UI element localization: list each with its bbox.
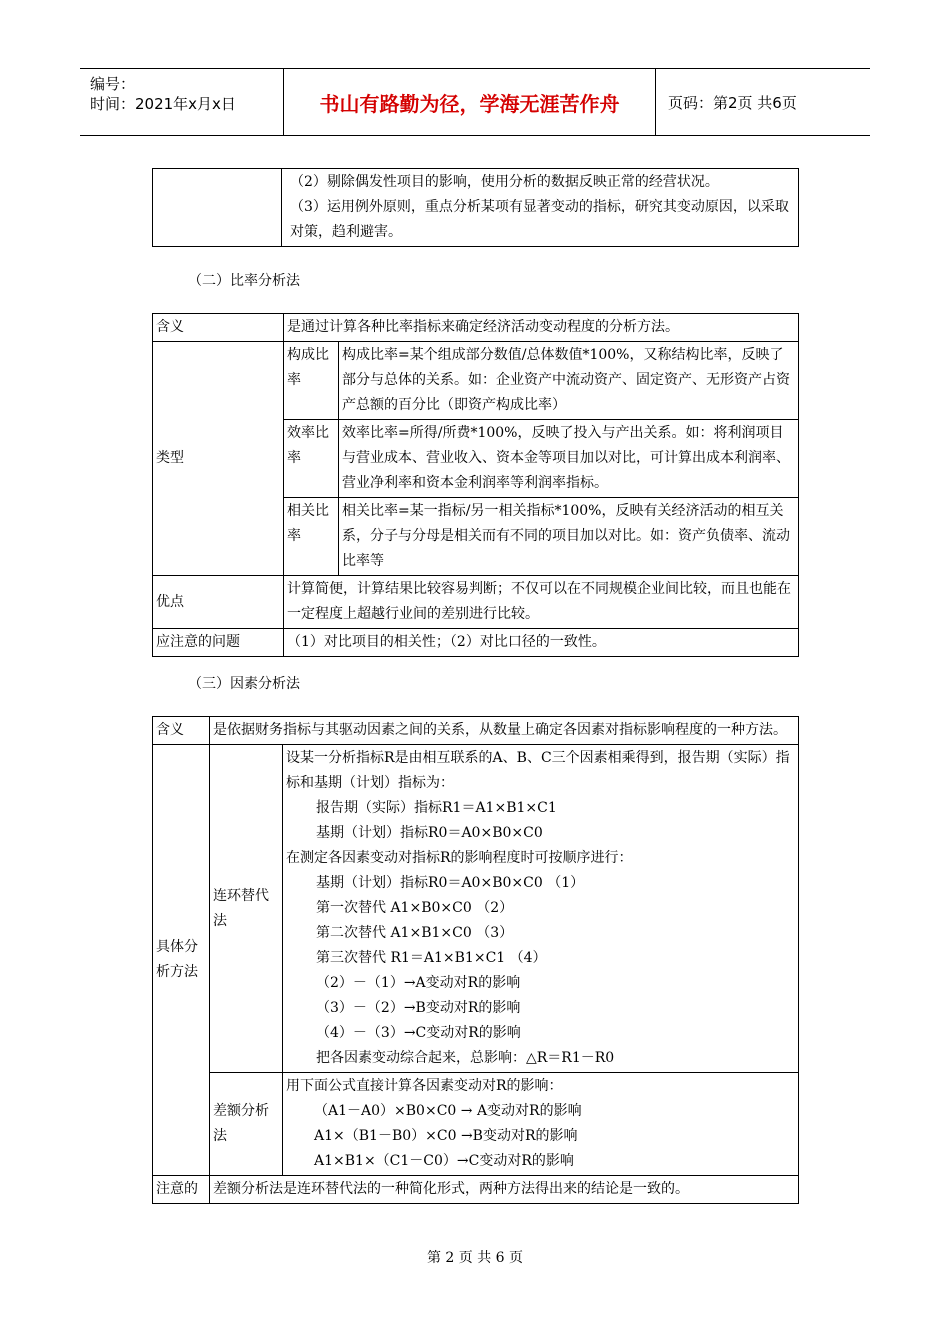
row-text: 是依据财务指标与其驱动因素之间的关系，从数量上确定各因素对指标影响程度的一种方法。: [210, 717, 799, 745]
chain-lines: [283, 745, 799, 1073]
type-name: 效率比率: [284, 420, 339, 498]
row-label: 具体分析方法: [153, 745, 210, 1176]
type-name: 相关比率: [284, 498, 339, 576]
continuation-content-cell: [282, 169, 799, 247]
row-text: 计算简便，计算结果比较容易判断；不仅可以在不同规模企业间比较，而且也能在一定程度上超越行业间的差别进行比较。: [284, 576, 799, 629]
section-title: （二）比率分析法: [188, 273, 300, 289]
method-name: 连环替代法: [210, 745, 283, 1073]
diff-list: [286, 1074, 795, 1174]
chain-list: [286, 746, 795, 1071]
type-desc: 效率比率=所得/所费*100%，反映了投入与产出关系。如：将利润项目与营业成本、营业收入、资本金等项目加以对比，可计算出成本利润率、营业净利率和资本金利润率等利润率指标。: [339, 420, 799, 498]
continuation-table: [152, 168, 799, 247]
row-label: 类型: [153, 342, 284, 576]
section-title: （三）因素分析法: [188, 676, 300, 692]
row-label: 应注意的问题: [153, 629, 284, 657]
type-name: 构成比率: [284, 342, 339, 420]
formula-line: 第一次替代 A1×B0×C0 （2）: [316, 900, 514, 916]
formula-line: A1×（B1－B0）×C0 →B变动对R的影响: [314, 1128, 578, 1144]
formula-line: 设某一分析指标R是由相互联系的A、B、C三个因素相乘得到，报告期（实际）指标和基期（计划）指标为：: [286, 750, 790, 791]
formula-line: 报告期（实际）指标R1＝A1×B1×C1: [316, 800, 557, 816]
formula-line: 第二次替代 A1×B1×C0 （3）: [316, 925, 514, 941]
row-text: （1）对比项目的相关性；（2）对比口径的一致性。: [284, 629, 799, 657]
continuation-label-cell: [153, 169, 282, 247]
formula-line: （4）－（3）→C变动对R的影响: [316, 1025, 521, 1041]
page-footer: 第 2 页 共 6 页: [426, 1250, 524, 1266]
time-label: 时间：2021年x月x日: [90, 95, 236, 113]
page-header: [80, 68, 870, 136]
continuation-line: （3）运用例外原则，重点分析某项有显著变动的指标，研究其变动原因，以采取对策，趋利避害。: [290, 199, 789, 240]
formula-line: 基期（计划）指标R0＝A0×B0×C0: [316, 825, 543, 841]
formula-line: A1×B1×（C1－C0）→C变动对R的影响: [314, 1153, 574, 1169]
number-label: 编号：: [90, 75, 136, 93]
row-label: 含义: [153, 717, 210, 745]
formula-line: （3）－（2）→B变动对R的影响: [316, 1000, 521, 1016]
formula-line: （A1－A0）×B0×C0 → A变动对R的影响: [314, 1103, 582, 1119]
formula-line: 在测定各因素变动对指标R的影响程度时可按顺序进行：: [286, 850, 633, 866]
row-label: 注意的: [153, 1176, 210, 1204]
header-meta: [80, 69, 284, 135]
diff-lines: [283, 1073, 799, 1176]
row-label: 含义: [153, 314, 284, 342]
type-desc: 构成比率=某个组成部分数值/总体数值*100%，又称结构比率，反映了部分与总体的关系。如：企业资产中流动资产、固定资产、无形资产占资产总额的百分比（即资产构成比率）: [339, 342, 799, 420]
header-motto: 书山有路勤为径，学海无涯苦作舟: [284, 69, 656, 135]
continuation-line: （2）剔除偶发性项目的影响，使用分析的数据反映正常的经营状况。: [290, 174, 719, 190]
formula-line: 把各因素变动综合起来，总影响：△R＝R1－R0: [316, 1050, 615, 1066]
row-label: 优点: [153, 576, 284, 629]
formula-line: （2）－（1）→A变动对R的影响: [316, 975, 521, 991]
type-desc: 相关比率=某一指标/另一相关指标*100%，反映有关经济活动的相互关系，分子与分母是相关而有不同的项目加以对比。如：资产负债率、流动比率等: [339, 498, 799, 576]
method-name: 差额分析法: [210, 1073, 283, 1176]
header-page-info: 页码：第2页 共6页: [668, 93, 797, 112]
formula-line: 第三次替代 R1＝A1×B1×C1 （4）: [316, 950, 547, 966]
formula-line: 基期（计划）指标R0＝A0×B0×C0 （1）: [316, 875, 585, 891]
row-text: 差额分析法是连环替代法的一种简化形式，两种方法得出来的结论是一致的。: [210, 1176, 799, 1204]
ratio-analysis-table: [152, 313, 799, 657]
row-text: 是通过计算各种比率指标来确定经济活动变动程度的分析方法。: [284, 314, 799, 342]
factor-analysis-table: [152, 716, 799, 1204]
formula-line: 用下面公式直接计算各因素变动对R的影响：: [286, 1078, 563, 1094]
